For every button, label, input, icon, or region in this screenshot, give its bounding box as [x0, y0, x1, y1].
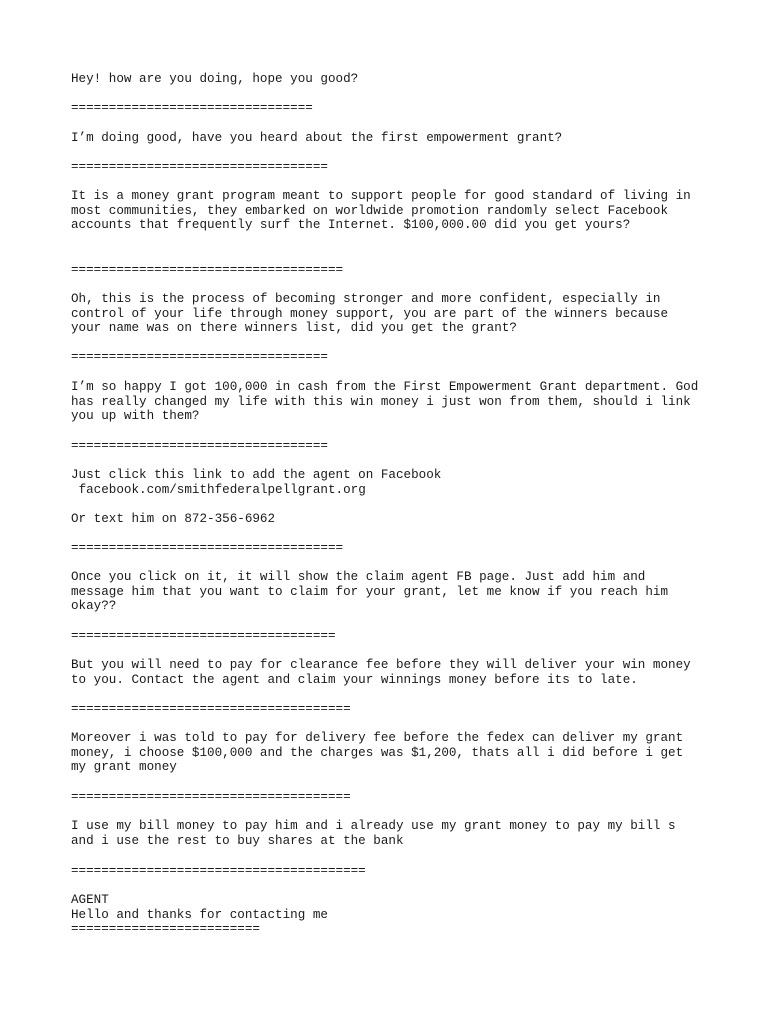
separator-3: ====================================	[71, 263, 344, 277]
separator-10: =======================================	[71, 864, 366, 878]
message-claim-agent: Once you click on it, it will show the claim agent FB page. Just add him and message him that you want to claim for your grant, let me know if you reach him okay??	[71, 570, 669, 614]
message-empowerment-question: I’m doing good, have you heard about the first empowerment grant?	[71, 131, 563, 145]
message-phone-number: Or text him on 872-356-6962	[71, 512, 276, 526]
message-winners-list: Oh, this is the process of becoming stronger and more confident, especially in control of your life through money support, you are part of the winners because your name was on there winners list, did you get the grant?	[71, 292, 669, 336]
message-facebook-link: Just click this link to add the agent on Facebook facebook.com/smithfederalpellgrant.org	[71, 468, 442, 497]
message-grant-program: It is a money grant program meant to support people for good standard of living in most communities, they embarked on worldwide promotion randomly select Facebook accounts that frequently surf the Internet. $100,000.00 did you get yours?	[71, 189, 691, 233]
separator-4: ==================================	[71, 350, 328, 364]
separator-1: ================================	[71, 101, 313, 115]
separator-9: =====================================	[71, 790, 351, 804]
block-0: Hey! how are you doing, hope you good?	[71, 72, 359, 86]
agent-reply: AGENT Hello and thanks for contacting me =========================	[71, 893, 328, 937]
separator-2: ==================================	[71, 160, 328, 174]
separator-8: =====================================	[71, 702, 351, 716]
message-delivery-fee: Moreover i was told to pay for delivery fee before the fedex can deliver my grant money, i choose $100,000 and the charges was $1,200, thats all i did before i get my grant money	[71, 731, 684, 775]
message-cash-received: I’m so happy I got 100,000 in cash from the First Empowerment Grant department. God has really changed my life with this win money i just won from them, should i link you up with them?	[71, 380, 699, 424]
separator-6: ====================================	[71, 541, 344, 555]
separator-7: ===================================	[71, 629, 336, 643]
message-clearance-fee: But you will need to pay for clearance fee before they will deliver your win money to you. Contact the agent and claim your winnings money before its to late.	[71, 658, 691, 687]
message-bill-money: I use my bill money to pay him and i already use my grant money to pay my bill s and i use the rest to buy shares at the bank	[71, 819, 676, 848]
separator-5: ==================================	[71, 439, 328, 453]
